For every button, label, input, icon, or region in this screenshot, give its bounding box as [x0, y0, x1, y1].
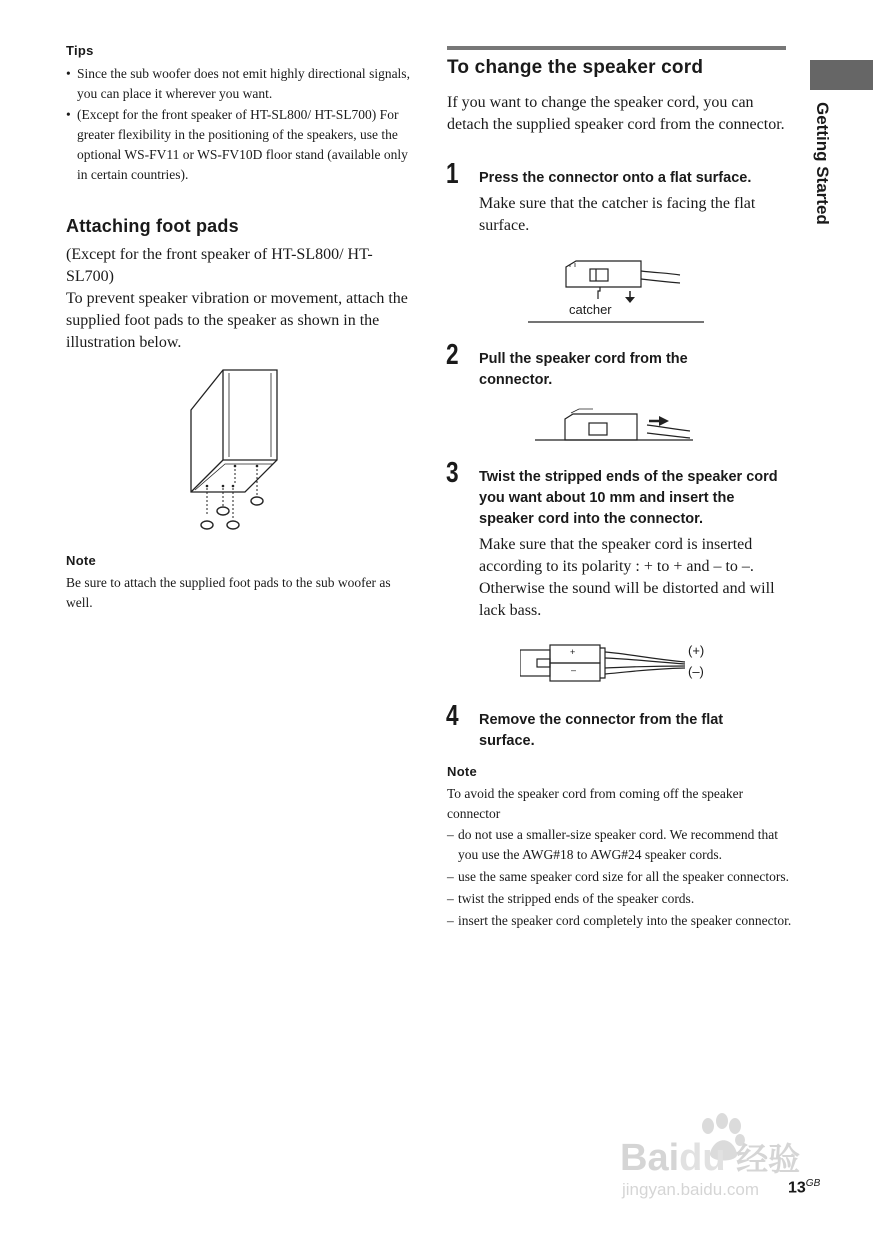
watermark-brand: Bai [620, 1137, 680, 1179]
section-tab-marker [810, 60, 873, 90]
connector-press-illustration [528, 255, 708, 325]
note-heading-left: Note [66, 553, 97, 568]
note-item: – do not use a smaller-size speaker cord. We recommend that you use the AWG#18 to AWG#24 speaker cords. [447, 825, 792, 865]
section-rule [447, 46, 786, 50]
step-1-body: Make sure that the catcher is facing the flat surface. [479, 195, 756, 234]
step-3-title: Twist the stripped ends of the speaker cord you want about 10 mm and insert the speaker cord into the connector. [479, 469, 778, 527]
minus-label: (–) [688, 664, 704, 679]
note-item: – insert the speaker cord completely into the speaker connector. [447, 911, 792, 931]
tips-heading: Tips [66, 43, 94, 58]
page-number-suffix: GB [805, 1178, 821, 1189]
tip-item: • Since the sub woofer does not emit highly directional signals, you can place it wherever you want. [66, 64, 411, 104]
note-item: – use the same speaker cord size for all the speaker connectors. [447, 867, 792, 887]
foot-pads-heading: Attaching foot pads [66, 216, 239, 236]
tip-item: • (Except for the front speaker of HT-SL800/ HT-SL700) For greater flexibility in the positioning of the speakers, use the optional WS-FV11 or WS-FV10D floor stand (available only in certain countries). [66, 105, 411, 185]
note-intro-right: To avoid the speaker cord from coming off the speaker connector [447, 786, 744, 821]
note-list-right [447, 825, 792, 933]
watermark-cn: 经验 [736, 1141, 801, 1177]
plus-label: (+) [688, 643, 705, 658]
foot-pads-paragraph-2: To prevent speaker vibration or movement, attach the supplied foot pads to the speaker as shown in the illustration below. [66, 290, 408, 351]
step-2-title: Pull the speaker cord from the connector. [479, 351, 688, 388]
pull-cord-illustration [535, 405, 700, 445]
plus-sign: + [570, 647, 576, 657]
tips-list [66, 64, 411, 186]
foot-pads-paragraph-1: (Except for the front speaker of HT-SL800/ HT-SL700) [66, 246, 373, 285]
change-cord-intro: If you want to change the speaker cord, you can detach the supplied speaker cord from the connector. [447, 94, 785, 133]
section-tab-label: Getting Started [813, 102, 832, 225]
step-4-title: Remove the connector from the flat surface. [479, 712, 724, 749]
watermark-url: jingyan.baidu.com [622, 1180, 760, 1199]
insert-cord-polarity-illustration [520, 642, 690, 684]
catcher-label: catcher [569, 302, 612, 317]
page-number [788, 1178, 820, 1197]
baidu-watermark [620, 1108, 800, 1208]
note-item: – twist the stripped ends of the speaker cords. [447, 889, 792, 909]
minus-sign: – [571, 665, 577, 675]
page-number-value: 13 [788, 1179, 806, 1197]
note-text-left: Be sure to attach the supplied foot pads to the sub woofer as well. [66, 575, 391, 610]
step-2-number: 2 [446, 339, 459, 371]
step-1-title: Press the connector onto a flat surface. [479, 170, 752, 186]
step-1-number: 1 [446, 158, 459, 190]
step-3-number: 3 [446, 457, 459, 489]
note-heading-right: Note [447, 764, 478, 779]
step-3-body: Make sure that the speaker cord is inserted according to its polarity : + to + and – to –. Otherwise the sound will be distorted and will lack bass. [479, 536, 775, 619]
step-4-number: 4 [446, 700, 459, 732]
watermark-brand-2: du [679, 1137, 726, 1179]
change-cord-heading: To change the speaker cord [447, 57, 704, 78]
speaker-foot-pads-illustration [185, 365, 285, 530]
